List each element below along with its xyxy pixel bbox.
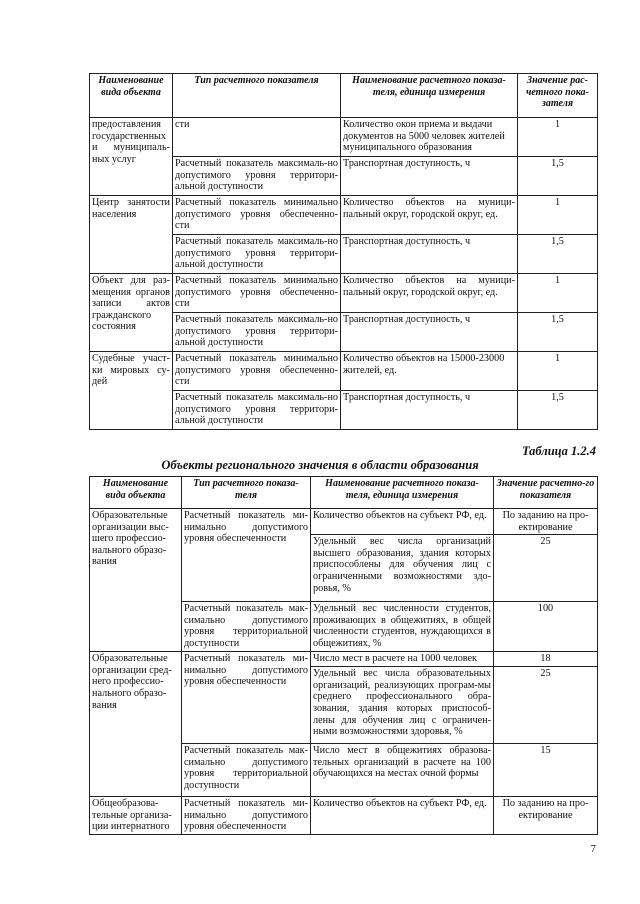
indicator-name-cell: Число мест в расчете на 1000 человек [311, 652, 494, 667]
indicator-value-cell: По заданию на про-ектирование [494, 509, 598, 535]
indicator-type-cell: Расчетный показатель ми-нимально допустимого уровня обеспеченности [182, 509, 311, 602]
header-object-type: Наименование вида объекта [90, 74, 173, 118]
indicator-name-cell: Транспортная доступность, ч [341, 391, 518, 430]
object-cell: Образовательные организации выс-шего профессио-нального образо-вания [90, 509, 182, 652]
table-row [90, 196, 598, 235]
indicator-type-cell: Расчетный показатель максималь-но допустимого уровня территори-альной доступности [173, 391, 341, 430]
objects-table-1 [89, 73, 598, 430]
table-row [90, 274, 598, 313]
indicator-type-cell: Расчетный показатель максималь-но допустимого уровня территори-альной доступности [173, 157, 341, 196]
indicator-type-cell: Расчетный показатель мак-симально допустимого уровня территориальной доступности [182, 744, 311, 797]
object-cell: Общеобразова-тельные организа-ции интернатного [90, 797, 182, 835]
indicator-name-cell: Удельный вес числа организаций высшего образования, здания которых приспособлены для обучения лиц с ограниченными возможностями здо-ровья, % [311, 535, 494, 602]
indicator-name-cell: Количество объектов на субъект РФ, ед. [311, 509, 494, 535]
indicator-value-cell: 18 [494, 652, 598, 667]
indicator-type-cell: Расчетный показатель мак-симально допустимого уровня территориальной доступности [182, 602, 311, 652]
indicator-name-cell: Транспортная доступность, ч [341, 157, 518, 196]
object-cell: Судебные участ-ки мировых су-дей [90, 352, 173, 430]
indicator-type-cell: Расчетный показатель минимально допустимого уровня обеспеченно-сти [173, 352, 341, 391]
header-indicator-type: Тип расчетного показателя [173, 74, 341, 118]
header-indicator-value: Значение рас-четного пока-зателя [518, 74, 598, 118]
indicator-name-cell: Транспортная доступность, ч [341, 313, 518, 352]
indicator-type-cell: Расчетный показатель ми-нимально допустимого уровня обеспеченности [182, 797, 311, 835]
indicator-name-cell: Транспортная доступность, ч [341, 235, 518, 274]
header-indicator-name: Наименование расчетного показа-теля, единица измерения [311, 477, 494, 509]
indicator-value-cell: 1 [518, 352, 598, 391]
indicator-value-cell: 15 [494, 744, 598, 797]
table-row [90, 118, 598, 157]
indicator-type-cell: Расчетный показатель максималь-но допустимого уровня территори-альной доступности [173, 235, 341, 274]
indicator-name-cell: Количество объектов на муници-пальный округ, городской округ, ед. [341, 196, 518, 235]
indicator-value-cell: 1,5 [518, 313, 598, 352]
indicator-name-cell: Количество объектов на субъект РФ, ед. [311, 797, 494, 835]
object-cell: Центр занятости населения [90, 196, 173, 274]
table-row [90, 509, 598, 535]
page-number: 7 [590, 843, 596, 855]
indicator-value-cell: 25 [494, 535, 598, 602]
table-row [90, 652, 598, 667]
indicator-value-cell: По заданию на про-ектирование [494, 797, 598, 835]
indicator-type-cell: Расчетный показатель минимально допустимого уровня обеспеченно-сти [173, 274, 341, 313]
indicator-name-cell: Количество объектов на 15000-23000 жителей, ед. [341, 352, 518, 391]
header-indicator-type: Тип расчетного показа-теля [182, 477, 311, 509]
indicator-value-cell: 1,5 [518, 235, 598, 274]
indicator-name-cell: Удельный вес числа образовательных организаций, реализующих програм-мы среднего профессионального обра-зования, здания которых приспособ-лены для обучения лиц с ограничен-ными возможностями здоровья, % [311, 667, 494, 744]
indicator-name-cell: Количество окон приема и выдачи документов на 5000 человек жителей муниципального образования [341, 118, 518, 157]
indicator-value-cell: 1,5 [518, 391, 598, 430]
indicator-type-cell: Расчетный показатель ми-нимально допустимого уровня обеспеченности [182, 652, 311, 744]
table-row [90, 352, 598, 391]
indicator-value-cell: 100 [494, 602, 598, 652]
indicator-name-cell: Число мест в общежитиях образова-тельных организаций в расчете на 100 обучающихся на местах очной формы [311, 744, 494, 797]
indicator-value-cell: 1 [518, 196, 598, 235]
header-object-type: Наименование вида объекта [90, 477, 182, 509]
header-indicator-name: Наименование расчетного показа-теля, единица измерения [341, 74, 518, 118]
header-indicator-value: Значение расчетно-го показателя [494, 477, 598, 509]
indicator-type-cell: Расчетный показатель минимально допустимого уровня обеспеченно-сти [173, 196, 341, 235]
indicator-value-cell: 1,5 [518, 157, 598, 196]
indicator-name-cell: Удельный вес численности студентов, проживающих в общежитиях, в общей численности студентов, нуждающихся в общежитиях, % [311, 602, 494, 652]
object-cell: предоставления государственных и муниципаль-ных услуг [90, 118, 173, 196]
indicator-name-cell: Количество объектов на муници-пальный округ, городской округ, ед. [341, 274, 518, 313]
table-number: Таблица 1.2.4 [521, 444, 596, 458]
indicator-value-cell: 1 [518, 118, 598, 157]
indicator-value-cell: 25 [494, 667, 598, 744]
objects-table-2 [89, 476, 598, 835]
object-cell: Образовательные организации сред-него профессио-нального образо-вания [90, 652, 182, 797]
table-title: Объекты регионального значения в области образования [161, 458, 479, 472]
object-cell: Объект для раз-мещения органов записи актов гражданского состояния [90, 274, 173, 352]
indicator-type-cell: Расчетный показатель максималь-но допустимого уровня территори-альной доступности [173, 313, 341, 352]
indicator-type-cell: сти [173, 118, 341, 157]
table-row [90, 797, 598, 835]
indicator-value-cell: 1 [518, 274, 598, 313]
